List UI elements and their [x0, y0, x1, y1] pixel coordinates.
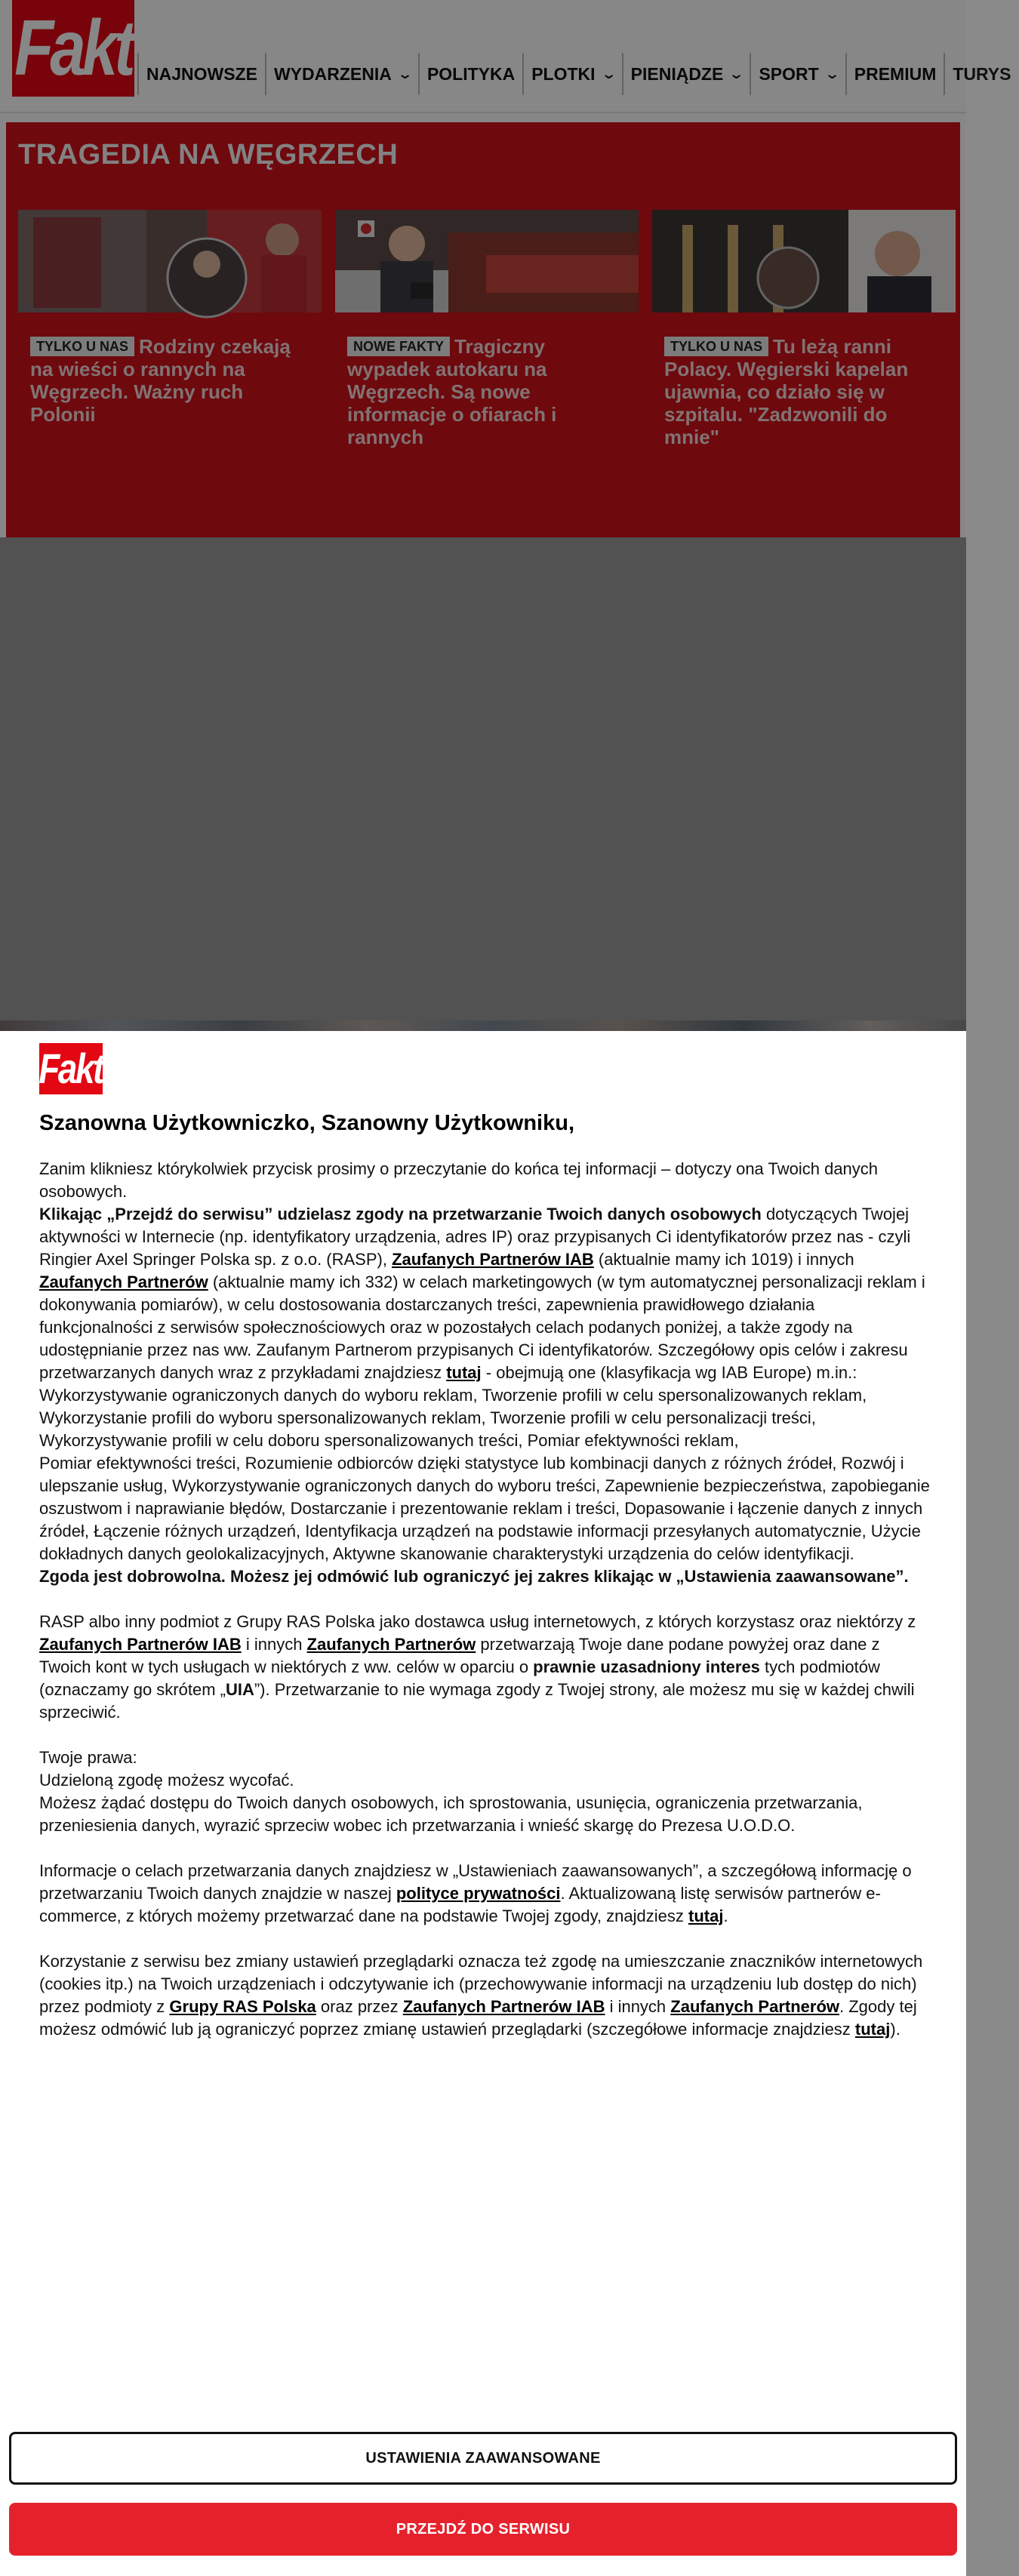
link-trusted-partners[interactable]: Zaufanych Partnerów	[39, 1273, 208, 1291]
link-browser-tutaj[interactable]: tutaj	[854, 2020, 891, 2039]
link-privacy-policy[interactable]: polityce prywatności	[396, 1884, 561, 1903]
go-to-site-button[interactable]: PRZEJDŹ DO SERWISU	[9, 2503, 957, 2556]
consent-logo-text: Fakt	[38, 1045, 103, 1092]
consent-paragraph-legitimate-interest: RASP albo inny podmiot z Grupy RAS Polska jako dostawca usług internetowych, z których korzystasz oraz niektórzy z Zaufanych Partnerów IAB i innych Zaufanych Partnerów przetwarzają Twoje dane podane powyżej oraz dane z Twoich kont w tych usługach w niektórych z ww. celów w oparciu o prawnie uzasadniony interes tych podmiotów (oznaczamy go skrótem „UIA”). Przetwarzanie to nie wymaga zgody z Twojej strony, ale możesz mu się w każdej chwili sprzeciwić.	[39, 1612, 916, 1722]
nav-item-plotki[interactable]: PLOTKI ⌄	[522, 53, 621, 95]
consent-paragraph-voluntary: Zgoda jest dobrowolna. Możesz jej odmówić lub ograniczyć jej zakres klikając w „Ustawienia zaawansowane”.	[39, 1567, 909, 1586]
consent-paragraph-cookies: Korzystanie z serwisu bez zmiany ustawień przeglądarki oznacza też zgodę na umieszczanie znaczników internetowych (cookies itp.) na Twoich urządzeniach i odczytywanie ich (przechowywanie informacji na urządzeniu lub dostęp do nich) przez podmioty z Grupy RAS Polska oraz przez Zaufanych Partnerów IAB i innych Zaufanych Partnerów. Zgody tej możesz odmówić lub ją ograniczyć poprzez zmianę ustawień przeglądarki (szczegółowe informacje znajdziesz tutaj).	[39, 1952, 923, 2039]
article-badge: TYLKO U NAS	[664, 337, 768, 356]
chevron-down-icon: ⌄	[600, 66, 617, 82]
article-headline: NOWE FAKTY Tragiczny wypadek autokaru na Węgrzech. Są nowe informacje o ofiarach i rannych	[347, 335, 557, 448]
modal-overlay	[0, 0, 966, 1034]
background-page	[0, 0, 1011, 1034]
chevron-down-icon: ⌄	[728, 66, 745, 82]
article-headline: TYLKO U NAS Tu leżą ranni Polacy. Węgierski kapelan ujawnia, co działo się w szpitalu. "Zadzwonili do mnie"	[664, 335, 909, 448]
nav-item-turystyka[interactable]: TURYS	[944, 53, 1018, 95]
consent-heading: Szanowna Użytkowniczko, Szanowny Użytkowniku,	[39, 1111, 574, 1135]
link-iab-partners[interactable]: Zaufanych Partnerów IAB	[39, 1635, 242, 1654]
link-details-tutaj[interactable]: tutaj	[446, 1363, 482, 1382]
site-logo-text: Fakt	[14, 5, 132, 92]
link-ras-group[interactable]: Grupy RAS Polska	[169, 1997, 316, 2016]
article-headline: TYLKO U NAS Rodziny czekają na wieści o rannych na Węgrzech. Ważny ruch Polonii	[30, 335, 291, 426]
article-badge: NOWE FAKTY	[347, 337, 450, 356]
consent-logo	[39, 1043, 103, 1094]
consent-rights-title: Twoje prawa:	[39, 1748, 137, 1767]
consent-rights-access: Możesz żądać dostępu do Twoich danych osobowych, ich sprostowania, usunięcia, ograniczenia przetwarzania, przeniesienia danych, wyrazić sprzeciw wobec ich przetwarzania i wnieść skargę do Prezesa U.O.D.O.	[39, 1793, 863, 1835]
nav-item-sport[interactable]: SPORT ⌄	[750, 53, 845, 95]
link-ecommerce-tutaj[interactable]: tutaj	[688, 1907, 724, 1925]
consent-paragraph-purposes: Pomiar efektywności treści, Rozumienie odbiorców dzięki statystyce lub kombinacji danych z różnych źródeł, Rozwój i ulepszanie usług, Wykorzystywanie ograniczonych danych do wyboru treści, Zapewnienie bezpieczeństwa, zapobieganie oszustwom i naprawianie błędów, Dostarczanie i prezentowanie reklam i treści, Dopasowanie i łączenie danych z innych źródeł, Łączenie różnych urządzeń, Identyfikacja urządzeń na podstawie informacji przesyłanych automatycznie, Użycie dokładnych danych geolokalizacyjnych, Aktywne skanowanie charakterystyki urządzenia do celów identyfikacji.	[39, 1454, 930, 1563]
chevron-down-icon: ⌄	[824, 66, 840, 82]
nav-item-najnowsze[interactable]: NAJNOWSZE	[137, 53, 265, 95]
advanced-settings-button[interactable]: USTAWIENIA ZAAWANSOWANE	[9, 2432, 957, 2485]
consent-dialog	[0, 1031, 966, 2576]
link-trusted-partners[interactable]: Zaufanych Partnerów	[670, 1997, 839, 2016]
consent-paragraph-info: Informacje o celach przetwarzania danych znajdziesz w „Ustawieniach zaawansowanych”, a szczegółową informację o przetwarzaniu Twoich danych znajdzie w naszej polityce prywatności. Aktualizowaną listę serwisów partnerów e-commerce, z których możemy przetwarzać dane na podstawie Twojej zgody, znajdziesz tutaj.	[39, 1861, 912, 1925]
nav-item-premium[interactable]: PREMIUM	[845, 53, 944, 95]
article-badge: TYLKO U NAS	[30, 337, 134, 356]
consent-paragraph-consent: Klikając „Przejdź do serwisu” udzielasz zgody na przetwarzanie Twoich danych osobowych dotyczących Twojej aktywności w Internecie (np. identyfikatory urządzenia, adres IP) oraz przypisanych Ci identyfikatorów przez nas - czyli Ringier Axel Springer Polska sp. z o.o. (RASP), Zaufanych Partnerów IAB (aktualnie mamy ich 1019) i innych Zaufanych Partnerów (aktualnie mamy ich 332) w celach marketingowych (w tym automatycznej personalizacji reklam i dokonywania pomiarów), w celu dostosowania dostarczanych treści, zapewnienia prawidłowego działania funkcjonalności z serwisów społecznościowych oraz w pozostałych celach podanych poniżej, a także zgody na udostępnianie przez nas ww. Zaufanym Partnerom przypisanych Ci identyfikatorów. Szczegółowy opis celów i zakresu przetwarzanych danych wraz z przykładami znajdziesz tutaj - obejmują one (klasyfikacja wg IAB Europe) m.in.: Wykorzystywanie ograniczonych danych do wyboru reklam, Tworzenie profili w celu spersonalizowanych reklam, Wykorzystanie profili do wyboru spersonalizowanych reklam, Tworzenie profili w celu personalizacji treści, Wykorzystywanie profili w celu doboru spersonalizowanych treści, Pomiar efektywności reklam,	[39, 1205, 925, 1450]
hero-title: TRAGEDIA NA WĘGRZECH	[18, 139, 399, 171]
link-iab-partners[interactable]: Zaufanych Partnerów IAB	[392, 1250, 594, 1269]
chevron-down-icon: ⌄	[396, 66, 413, 82]
link-trusted-partners[interactable]: Zaufanych Partnerów	[306, 1635, 476, 1654]
consent-body	[39, 1158, 930, 2041]
nav-item-pieniadze[interactable]: PIENIĄDZE ⌄	[622, 53, 750, 95]
link-iab-partners[interactable]: Zaufanych Partnerów IAB	[402, 1997, 605, 2016]
consent-intro: Zanim klikniesz którykolwiek przycisk prosimy o przeczytanie do końca tej informacji – dotyczy ona Twoich danych osobowych.	[39, 1159, 879, 1201]
consent-rights-withdraw: Udzieloną zgodę możesz wycofać.	[39, 1771, 294, 1790]
nav-item-polityka[interactable]: POLITYKA	[418, 53, 522, 95]
nav-item-wydarzenia[interactable]: WYDARZENIA ⌄	[265, 53, 418, 95]
